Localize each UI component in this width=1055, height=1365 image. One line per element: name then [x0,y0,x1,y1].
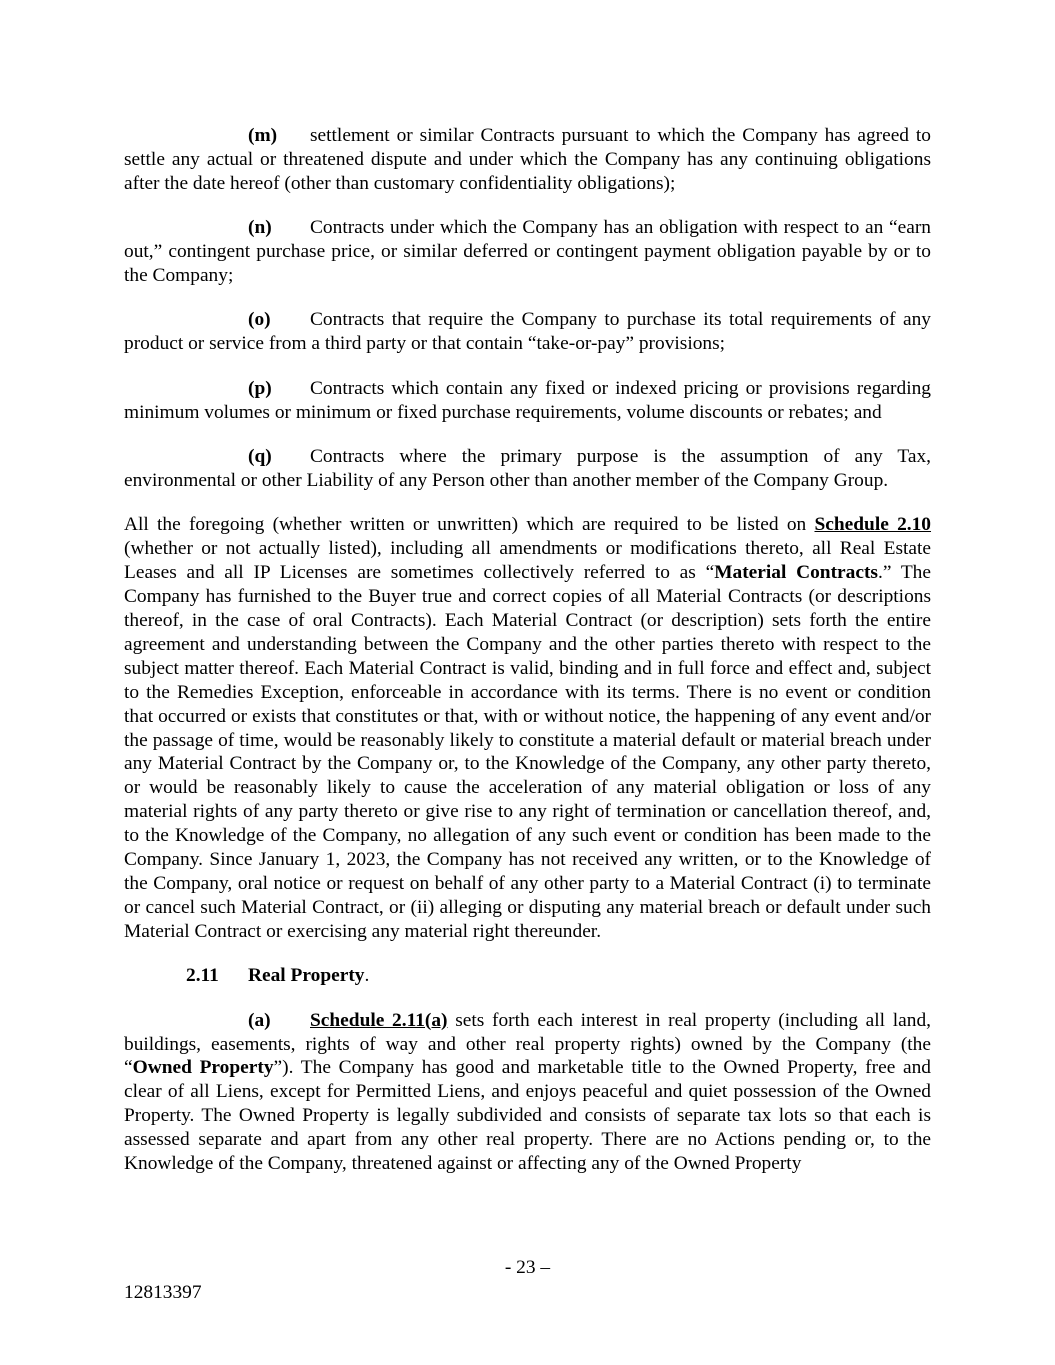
page-number: - 23 – [504,1257,551,1278]
item-text: Contracts which contain any fixed or indexed pricing or provisions regarding minimum volumes or minimum or fixed purchase requirements, volume discounts or rebates; and [124,377,931,423]
item-text: Contracts under which the Company has an obligation with respect to an “earn out,” contingent purchase price, or similar deferred or contingent payment obligation payable by or to the Company; [124,217,931,287]
material-contracts-paragraph [124,513,931,943]
section-number: 2.11 [186,965,219,987]
item-label: (m) [248,125,278,146]
item-text: Contracts that require the Company to purchase its total requirements of any product or service from a third party or that contain “take-or-pay” provisions; [124,309,931,355]
paragraph-text: ”). The Company has good and marketable title to the Owned Property, free and clear of all Liens, except for Permitted Liens, and enjoys peaceful and quiet possession of the Owned Property. The Owned Property is legally subdivided and consists of separate tax lots so that each is assessed separate and apart from any other real property. There are no Actions pending or, to the Knowledge of the Company, threatened against or affecting any of the Owned Property [124,1057,931,1175]
item-text: settlement or similar Contracts pursuant to which the Company has agreed to settle any actual or threatened dispute and under which the Company has any continuing obligations after the date hereof (other than customary confidentiality obligations); [124,125,931,194]
list-item-m [124,124,931,196]
paragraph-text: sets forth each interest in real property (including all land, buildings, easements, rights of way and other real property rights) owned by the Company (the “ [124,1009,931,1079]
section-heading [124,964,931,988]
document-page [124,124,931,1176]
paragraph-text: All the foregoing (whether written or unwritten) which are required to be listed on [124,514,815,536]
list-item-p [124,377,931,425]
list-item-q [124,445,931,493]
schedule-reference: Schedule 2.10 [814,514,932,536]
item-label: (a) [248,1009,271,1031]
document-id: 12813397 [124,1282,202,1303]
item-label: (q) [248,446,272,468]
item-label: (n) [248,217,272,239]
list-item-o [124,308,931,356]
item-label: (o) [248,309,271,331]
subsection-a [124,1009,931,1176]
item-label: (p) [248,377,272,399]
list-item-n [124,216,931,288]
section-title: Real Property [248,965,365,987]
item-text: Contracts where the primary purpose is the assumption of any Tax, environmental or other Liability of any Person other than another member of the Company Group. [124,446,931,491]
defined-term: Material Contracts [714,562,878,584]
schedule-reference: Schedule 2.11(a) [310,1009,448,1031]
paragraph-text: .” The Company has furnished to the Buyer true and correct copies of all Material Contracts (or descriptions thereof, in the case of oral Contracts). Each Material Contract (or description) sets forth the entire agreement and understanding between the Company and the other parties thereto with respect to the subject matter thereof. Each Material Contract is valid, binding and in full force and effect and, subject to the Remedies Exception, enforceable in accordance with its terms. There is no event or condition that occurred or exists that constitutes or that, with or without notice, the happening of any event and/or the passage of time, would be reasonably likely to constitute a material default or material breach under any Material Contract by the Company or, to the Knowledge of the Company, any other party thereto, or would be reasonably likely to cause the acceleration of any material obligation or loss of any material rights of any party thereto or give rise to any right of termination or cancellation thereof, and, to the Knowledge of the Company, no allegation of any such event or condition has been made to the Company. Since January 1, 2023, the Company has not received any written, or to the Knowledge of the Company, oral notice or request on behalf of any other party to a Material Contract (i) to terminate or cancel such Material Contract, or (ii) alleging or disputing any material breach or default under such Material Contract or exercising any material right thereunder. [124,562,931,942]
defined-term: Owned Property [132,1057,274,1079]
paragraph-text: (whether or not actually listed), including all amendments or modifications thereto, all Real Estate Leases and all IP Licenses are sometimes collectively referred to as “ [124,538,931,584]
section-title-suffix: . [364,965,370,987]
